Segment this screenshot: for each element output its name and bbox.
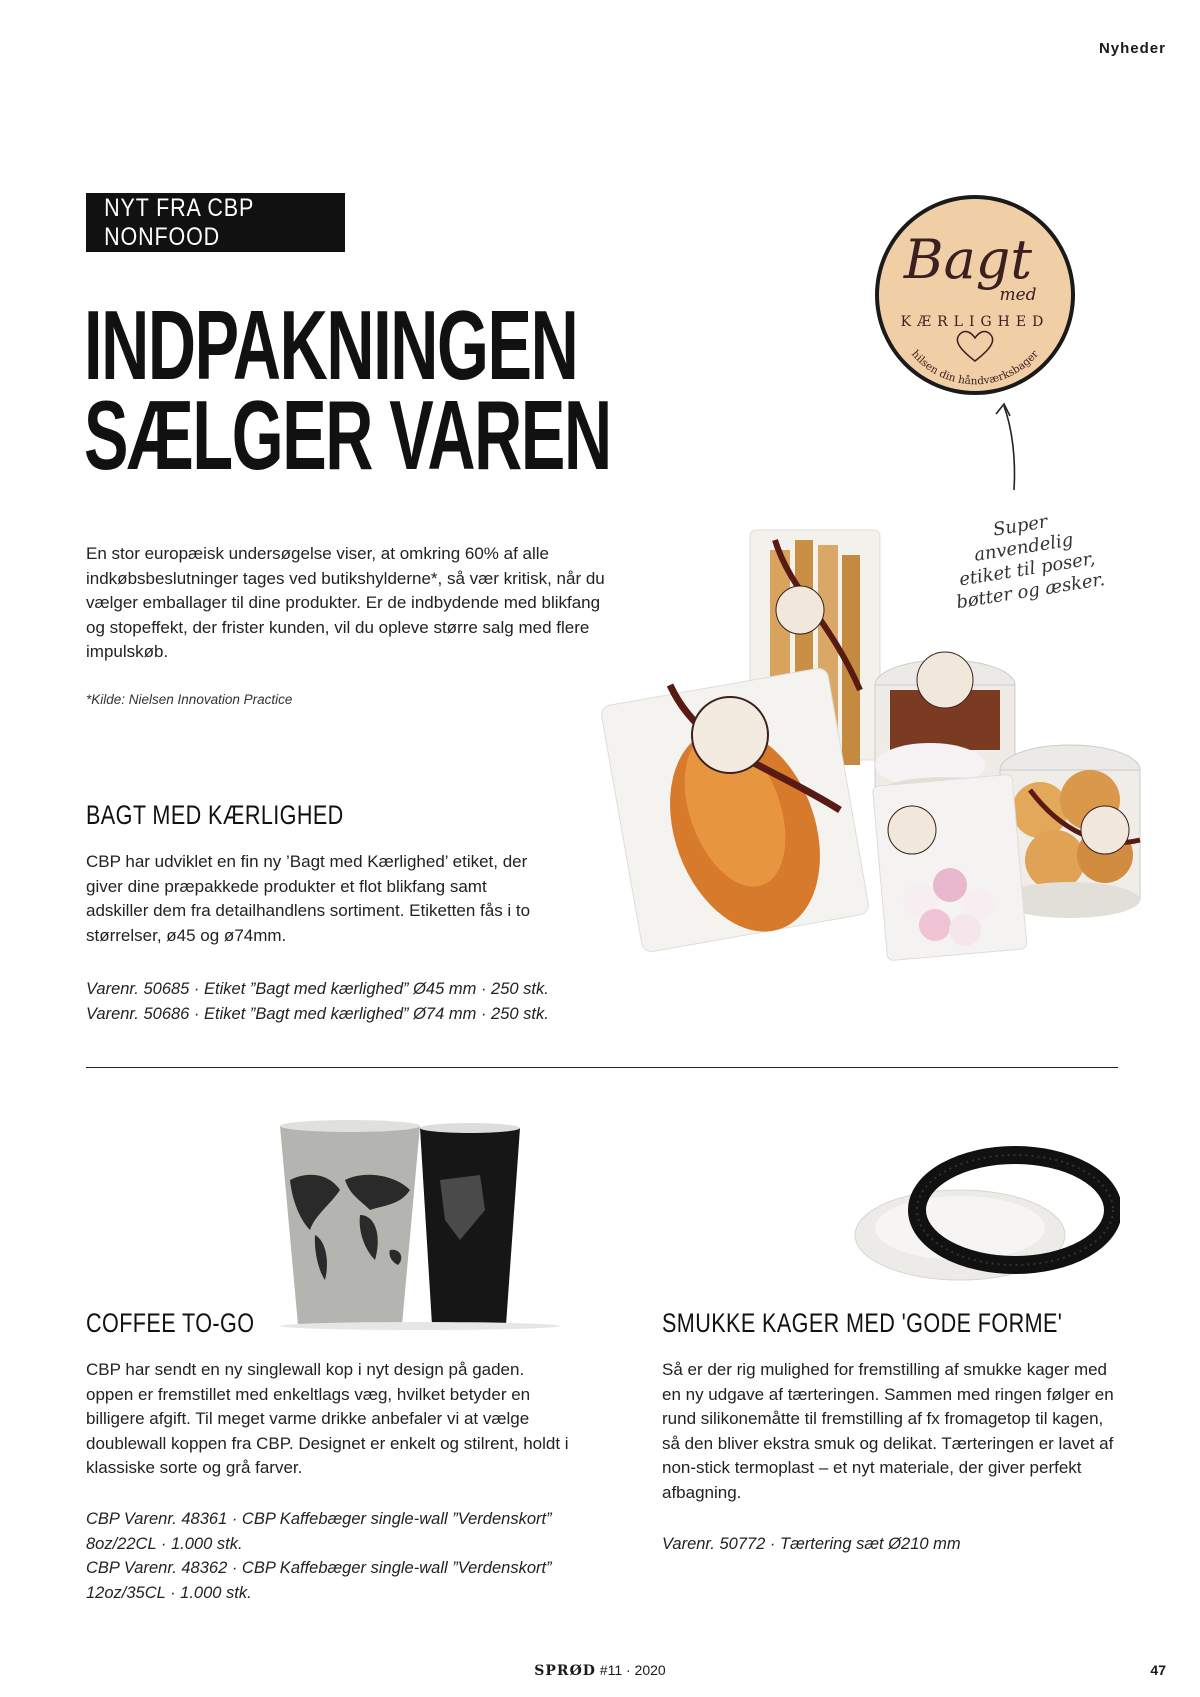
section-tag xyxy=(86,193,345,252)
coffee-item-2: CBP Varenr. 48362 · CBP Kaffebæger single-wall ”Verdenskort” 12oz/35CL · 1.000 stk. xyxy=(86,1559,552,1602)
bagt-item-list xyxy=(86,977,646,1026)
page-title-line-1: INDPAKNINGEN xyxy=(84,290,578,400)
section-tag-label: NYT FRA CBP NONFOOD xyxy=(104,193,254,251)
coffee-heading: COFFEE TO-GO xyxy=(86,1308,255,1338)
section-divider xyxy=(86,1067,1118,1068)
coffee-item-list xyxy=(86,1507,576,1605)
tart-ring-set-image xyxy=(850,1140,1120,1290)
coffee-cups-image xyxy=(270,1120,570,1330)
magazine-name: SPRØD xyxy=(534,1663,596,1679)
label-sub-text: KÆRLIGHED xyxy=(900,314,1050,330)
bagt-item-1: Varenr. 50685 · Etiket ”Bagt med kærlighed” Ø45 mm · 250 stk. xyxy=(86,980,549,998)
bagt-body: CBP har udviklet en fin ny ’Bagt med Kærlighed’ etiket, der giver dine præpakkede produkter et flot blikfang samt adskiller dem fra detailhandlens sortiment. Etiketten fås i to størrelser, ø45 og ø74mm. xyxy=(86,852,531,945)
bagt-med-kaerlighed-label xyxy=(870,190,1080,400)
handwritten-annotation: Super anvendelig etiket til poser, bøtter og æsker. xyxy=(954,511,1107,614)
kager-body: Så er der rig mulighed for fremstilling af smukke kager med en ny udgave af tærteringen. Sammen med ringen følger en rund silikonemåtte til fremstilling af fx fromagetop til kagen, så den bliver ekstra smuk og delikat. Tærteringen er lavet af non-stick termoplast – et nyt materiale, der giver perfekt afbagning. xyxy=(662,1360,1114,1502)
intro-paragraph: En stor europæisk undersøgelse viser, at omkring 60% af alle indkøbsbeslutninger tages ved butikshylderne*, så vær kritisk, når du vælger emballager til dine produkter. Er de indbydende med blikfang og stopeffekt, der frister kunden, vil du opleve større salg med flere impulskøb. xyxy=(86,544,605,661)
meringue-bag xyxy=(872,774,1027,961)
bagt-item-2: Varenr. 50686 · Etiket ”Bagt med kærlighed” Ø74 mm · 250 stk. xyxy=(86,1004,549,1023)
packaged-bakery-products-image xyxy=(600,510,1190,1030)
source-note: *Kilde: Nielsen Innovation Practice xyxy=(86,692,293,707)
page-number: 47 xyxy=(1150,1662,1166,1678)
kager-item-list xyxy=(662,1532,1122,1557)
grey-world-map-cup xyxy=(280,1120,420,1325)
kager-heading: SMUKKE KAGER MED 'GODE FORME' xyxy=(662,1308,1063,1338)
bread-bag xyxy=(600,667,870,953)
footer xyxy=(0,1662,1200,1679)
running-head: Nyheder xyxy=(1098,40,1166,57)
issue-number: #11 · 2020 xyxy=(599,1662,666,1678)
page-title-line-2: SÆLGER VAREN xyxy=(84,380,611,490)
coffee-body: CBP har sendt en ny singlewall kop i nyt design på gaden. oppen er fremstillet med enkeltlags væg, hvilket betyder en billigere afgift. Til meget varme drikke anbefaler vi at vælge doublewall koppen fra CBP. Designet er enkelt og stilrent, holdt i klassiske sorte og grå farver. xyxy=(86,1360,569,1477)
coffee-item-1: CBP Varenr. 48361 · CBP Kaffebæger single-wall ”Verdenskort” 8oz/22CL · 1.000 stk. xyxy=(86,1510,552,1553)
page-title xyxy=(84,290,611,490)
label-med-text: med xyxy=(999,285,1037,305)
label-main-text: Bagt xyxy=(903,228,1033,291)
arrow-icon xyxy=(990,398,1030,493)
bagt-heading: BAGT MED KÆRLIGHED xyxy=(86,800,344,830)
black-coffee-cup xyxy=(420,1123,520,1325)
label-arc-text: hilsen din håndværksbager xyxy=(909,348,1041,388)
kager-item-1: Varenr. 50772 · Tærtering sæt Ø210 mm xyxy=(662,1535,961,1553)
